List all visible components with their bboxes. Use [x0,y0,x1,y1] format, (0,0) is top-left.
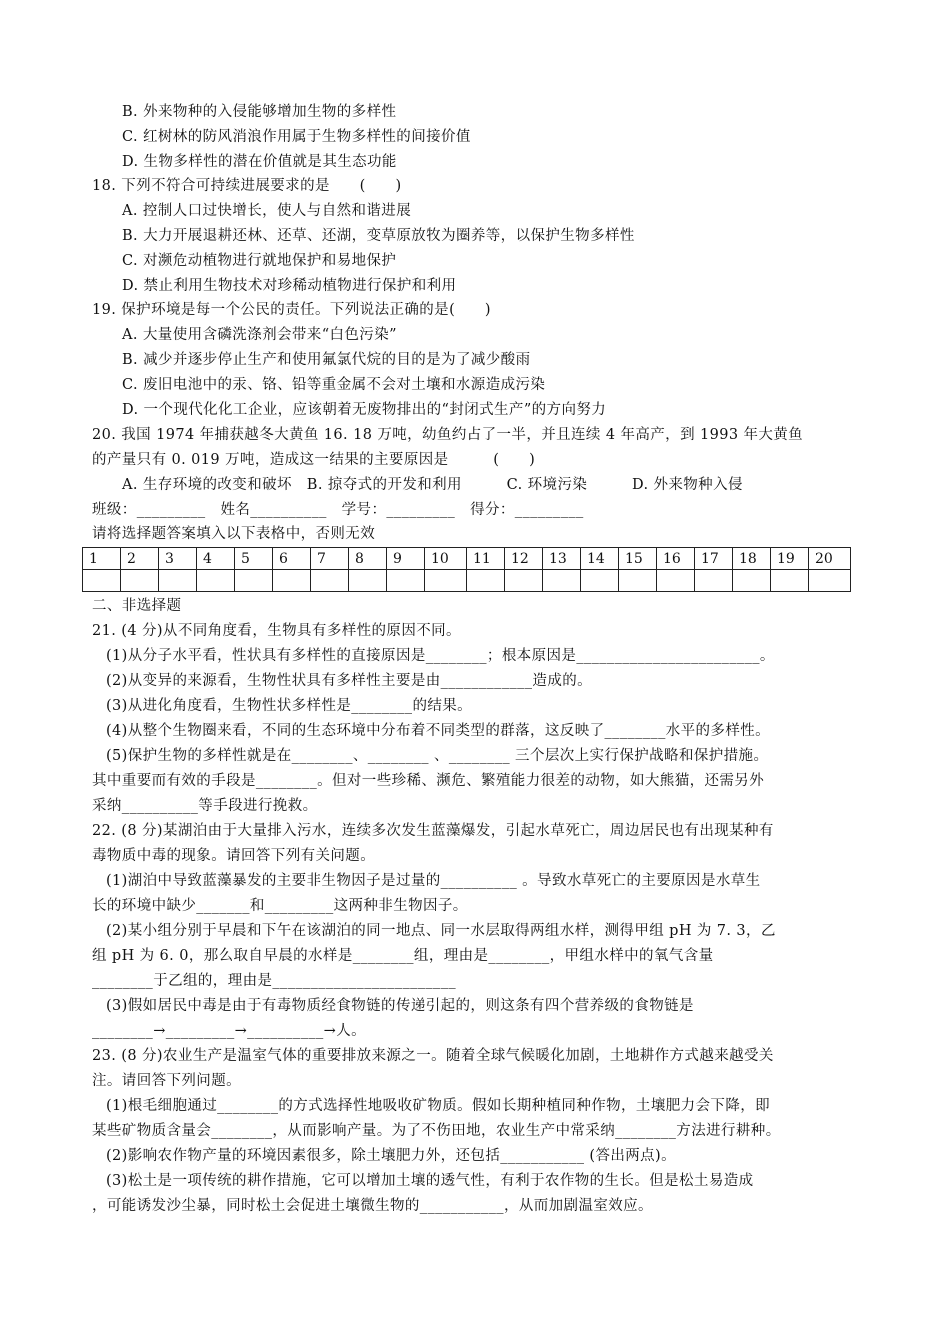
q18-option-d: D. 禁止利用生物技术对珍稀动植物进行保护和利用 [122,278,457,294]
answer-cell[interactable] [121,570,159,592]
table-header-cell: 2 [121,548,159,570]
q22-part2-cont: 组 pH 为 6. 0，那么取自早晨的水样是________组，理由是________，甲组水样中的氧气含量 [92,948,714,964]
q22-part1-cont: 长的环境中缺少_______和_________这两种非生物因子。 [92,898,468,914]
answer-table-header-row [83,548,851,570]
q18-option-c: C. 对濒危动植物进行就地保护和易地保护 [122,253,397,269]
table-header-cell: 14 [581,548,619,570]
answer-cell[interactable] [159,570,197,592]
q18-stem: 18. 下列不符合可持续进展要求的是 ( ) [92,178,402,194]
table-header-cell: 12 [505,548,543,570]
answer-cell[interactable] [197,570,235,592]
table-header-cell: 1 [83,548,121,570]
q20-options: A. 生存环境的改变和破坏 B. 掠夺式的开发和利用 C. 环境污染 D. 外来物种入侵 [122,477,743,493]
q20-stem-line2: 的产量只有 0. 019 万吨，造成这一结果的主要原因是 ( ) [92,452,536,468]
answer-cell[interactable] [311,570,349,592]
q21-part1: (1)从分子水平看，性状具有多样性的直接原因是________；根本原因是________________________。 [106,648,775,664]
q21-part5-end: 采纳__________等手段进行挽救。 [92,798,318,814]
answer-cell[interactable] [273,570,311,592]
q17-option-c: C. 红树林的防风消浪作用属于生物多样性的间接价值 [122,129,471,145]
table-instruction: 请将选择题答案填入以下表格中，否则无效 [92,526,376,542]
q21-part5: (5)保护生物的多样性就是在________、________ 、________ 三个层次上实行保护战略和保护措施。 [106,748,769,764]
q17-option-d: D. 生物多样性的潜在价值就是其生态功能 [122,154,397,170]
q23-stem-line1: 23. (8 分)农业生产是温室气体的重要排放来源之一。随着全球气候暖化加剧，土地耕作方式越来越受关 [92,1048,774,1064]
answer-table [82,547,851,592]
q18-option-b: B. 大力开展退耕还林、还草、还湖，变草原放牧为圈养等，以保护生物多样性 [122,228,635,244]
table-header-cell: 16 [657,548,695,570]
answer-cell[interactable] [733,570,771,592]
q21-stem: 21. (4 分)从不同角度看，生物具有多样性的原因不同。 [92,623,461,639]
q21-part4: (4)从整个生物圈来看，不同的生态环境中分布着不同类型的群落，这反映了________水平的多样性。 [106,723,771,739]
q23-part1-cont: 某些矿物质含量会________，从而影响产量。为了不伤田地，农业生产中常采纳________方法进行耕种。 [92,1123,781,1139]
table-header-cell: 8 [349,548,387,570]
table-header-cell: 5 [235,548,273,570]
section-heading: 二、非选择题 [92,598,182,614]
table-header-cell: 20 [809,548,851,570]
q23-part3-cont: ，可能诱发沙尘暴，同时松土会促进土壤微生物的___________，从而加剧温室效应。 [92,1198,653,1214]
q20-stem-line1: 20. 我国 1974 年捕获越冬大黄鱼 16. 18 万吨，幼鱼约占了一半，并且连续 4 年高产，到 1993 年大黄鱼 [92,427,804,443]
table-header-cell: 6 [273,548,311,570]
q22-stem-line1: 22. (8 分)某湖泊由于大量排入污水，连续多次发生蓝藻爆发，引起水草死亡，周边居民也有出现某种有 [92,823,774,839]
q22-part2-end: ________于乙组的，理由是________________________ [92,973,456,989]
q19-option-c: C. 废旧电池中的汞、铬、铅等重金属不会对土壤和水源造成污染 [122,377,546,393]
table-header-cell: 4 [197,548,235,570]
q21-part5-cont: 其中重要而有效的手段是________。但对一些珍稀、濒危、繁殖能力很差的动物，如大熊猫，还需另外 [92,773,765,789]
answer-cell[interactable] [695,570,733,592]
student-info-line: 班级：_________ 姓名__________ 学号：_________ 得分：_________ [92,502,584,518]
table-header-cell: 15 [619,548,657,570]
table-header-cell: 17 [695,548,733,570]
answer-cell[interactable] [505,570,543,592]
q21-part2: (2)从变异的来源看，生物性状具有多样性主要是由____________造成的。 [106,673,593,689]
q23-stem-line2: 注。请回答下列问题。 [92,1073,241,1089]
answer-cell[interactable] [235,570,273,592]
q18-option-a: A. 控制人口过快增长，使人与自然和谐进展 [122,203,412,219]
table-header-cell: 19 [771,548,809,570]
answer-cell[interactable] [619,570,657,592]
table-header-cell: 3 [159,548,197,570]
q19-option-d: D. 一个现代化化工企业，应该朝着无废物排出的“封闭式生产”的方向努力 [122,402,607,418]
answer-cell[interactable] [467,570,505,592]
answer-table-answer-row [83,570,851,592]
answer-cell[interactable] [425,570,467,592]
q19-option-a: A. 大量使用含磷洗涤剂会带来“白色污染” [122,327,397,343]
q22-part2: (2)某小组分别于早晨和下午在该湖泊的同一地点、同一水层取得两组水样，测得甲组 pH 为 7. 3，乙 [106,923,776,939]
table-header-cell: 13 [543,548,581,570]
q22-part3: (3)假如居民中毒是由于有毒物质经食物链的传递引起的，则这条有四个营养级的食物链是 [106,998,694,1014]
answer-cell[interactable] [543,570,581,592]
q17-option-b: B. 外来物种的入侵能够增加生物的多样性 [122,104,397,120]
answer-cell[interactable] [809,570,851,592]
table-header-cell: 9 [387,548,425,570]
answer-cell[interactable] [657,570,695,592]
answer-cell[interactable] [771,570,809,592]
table-header-cell: 7 [311,548,349,570]
q23-part1: (1)根毛细胞通过________的方式选择性地吸收矿物质。假如长期种植同种作物，土壤肥力会下降，即 [106,1098,771,1114]
q22-stem-line2: 毒物质中毒的现象。请回答下列有关问题。 [92,848,376,864]
answer-cell[interactable] [83,570,121,592]
answer-cell[interactable] [387,570,425,592]
q21-part3: (3)从进化角度看，生物性状多样性是________的结果。 [106,698,473,714]
q19-stem: 19. 保护环境是每一个公民的责任。下列说法正确的是( ) [92,302,491,318]
q19-option-b: B. 减少并逐步停止生产和使用氟氯代烷的目的是为了减少酸雨 [122,352,531,368]
table-header-cell: 10 [425,548,467,570]
table-header-cell: 18 [733,548,771,570]
q23-part3: (3)松土是一项传统的耕作措施，它可以增加土壤的透气性，有利于农作物的生长。但是松土易造成 [106,1173,754,1189]
answer-cell[interactable] [581,570,619,592]
answer-cell[interactable] [349,570,387,592]
table-header-cell: 11 [467,548,505,570]
q22-part1: (1)湖泊中导致蓝藻暴发的主要非生物因子是过量的__________ 。导致水草死亡的主要原因是水草生 [106,873,761,889]
q22-food-chain: ________→_________→__________→人。 [92,1023,366,1039]
q23-part2: (2)影响农作物产量的环境因素很多，除土壤肥力外，还包括___________ (答出两点)。 [106,1148,677,1164]
